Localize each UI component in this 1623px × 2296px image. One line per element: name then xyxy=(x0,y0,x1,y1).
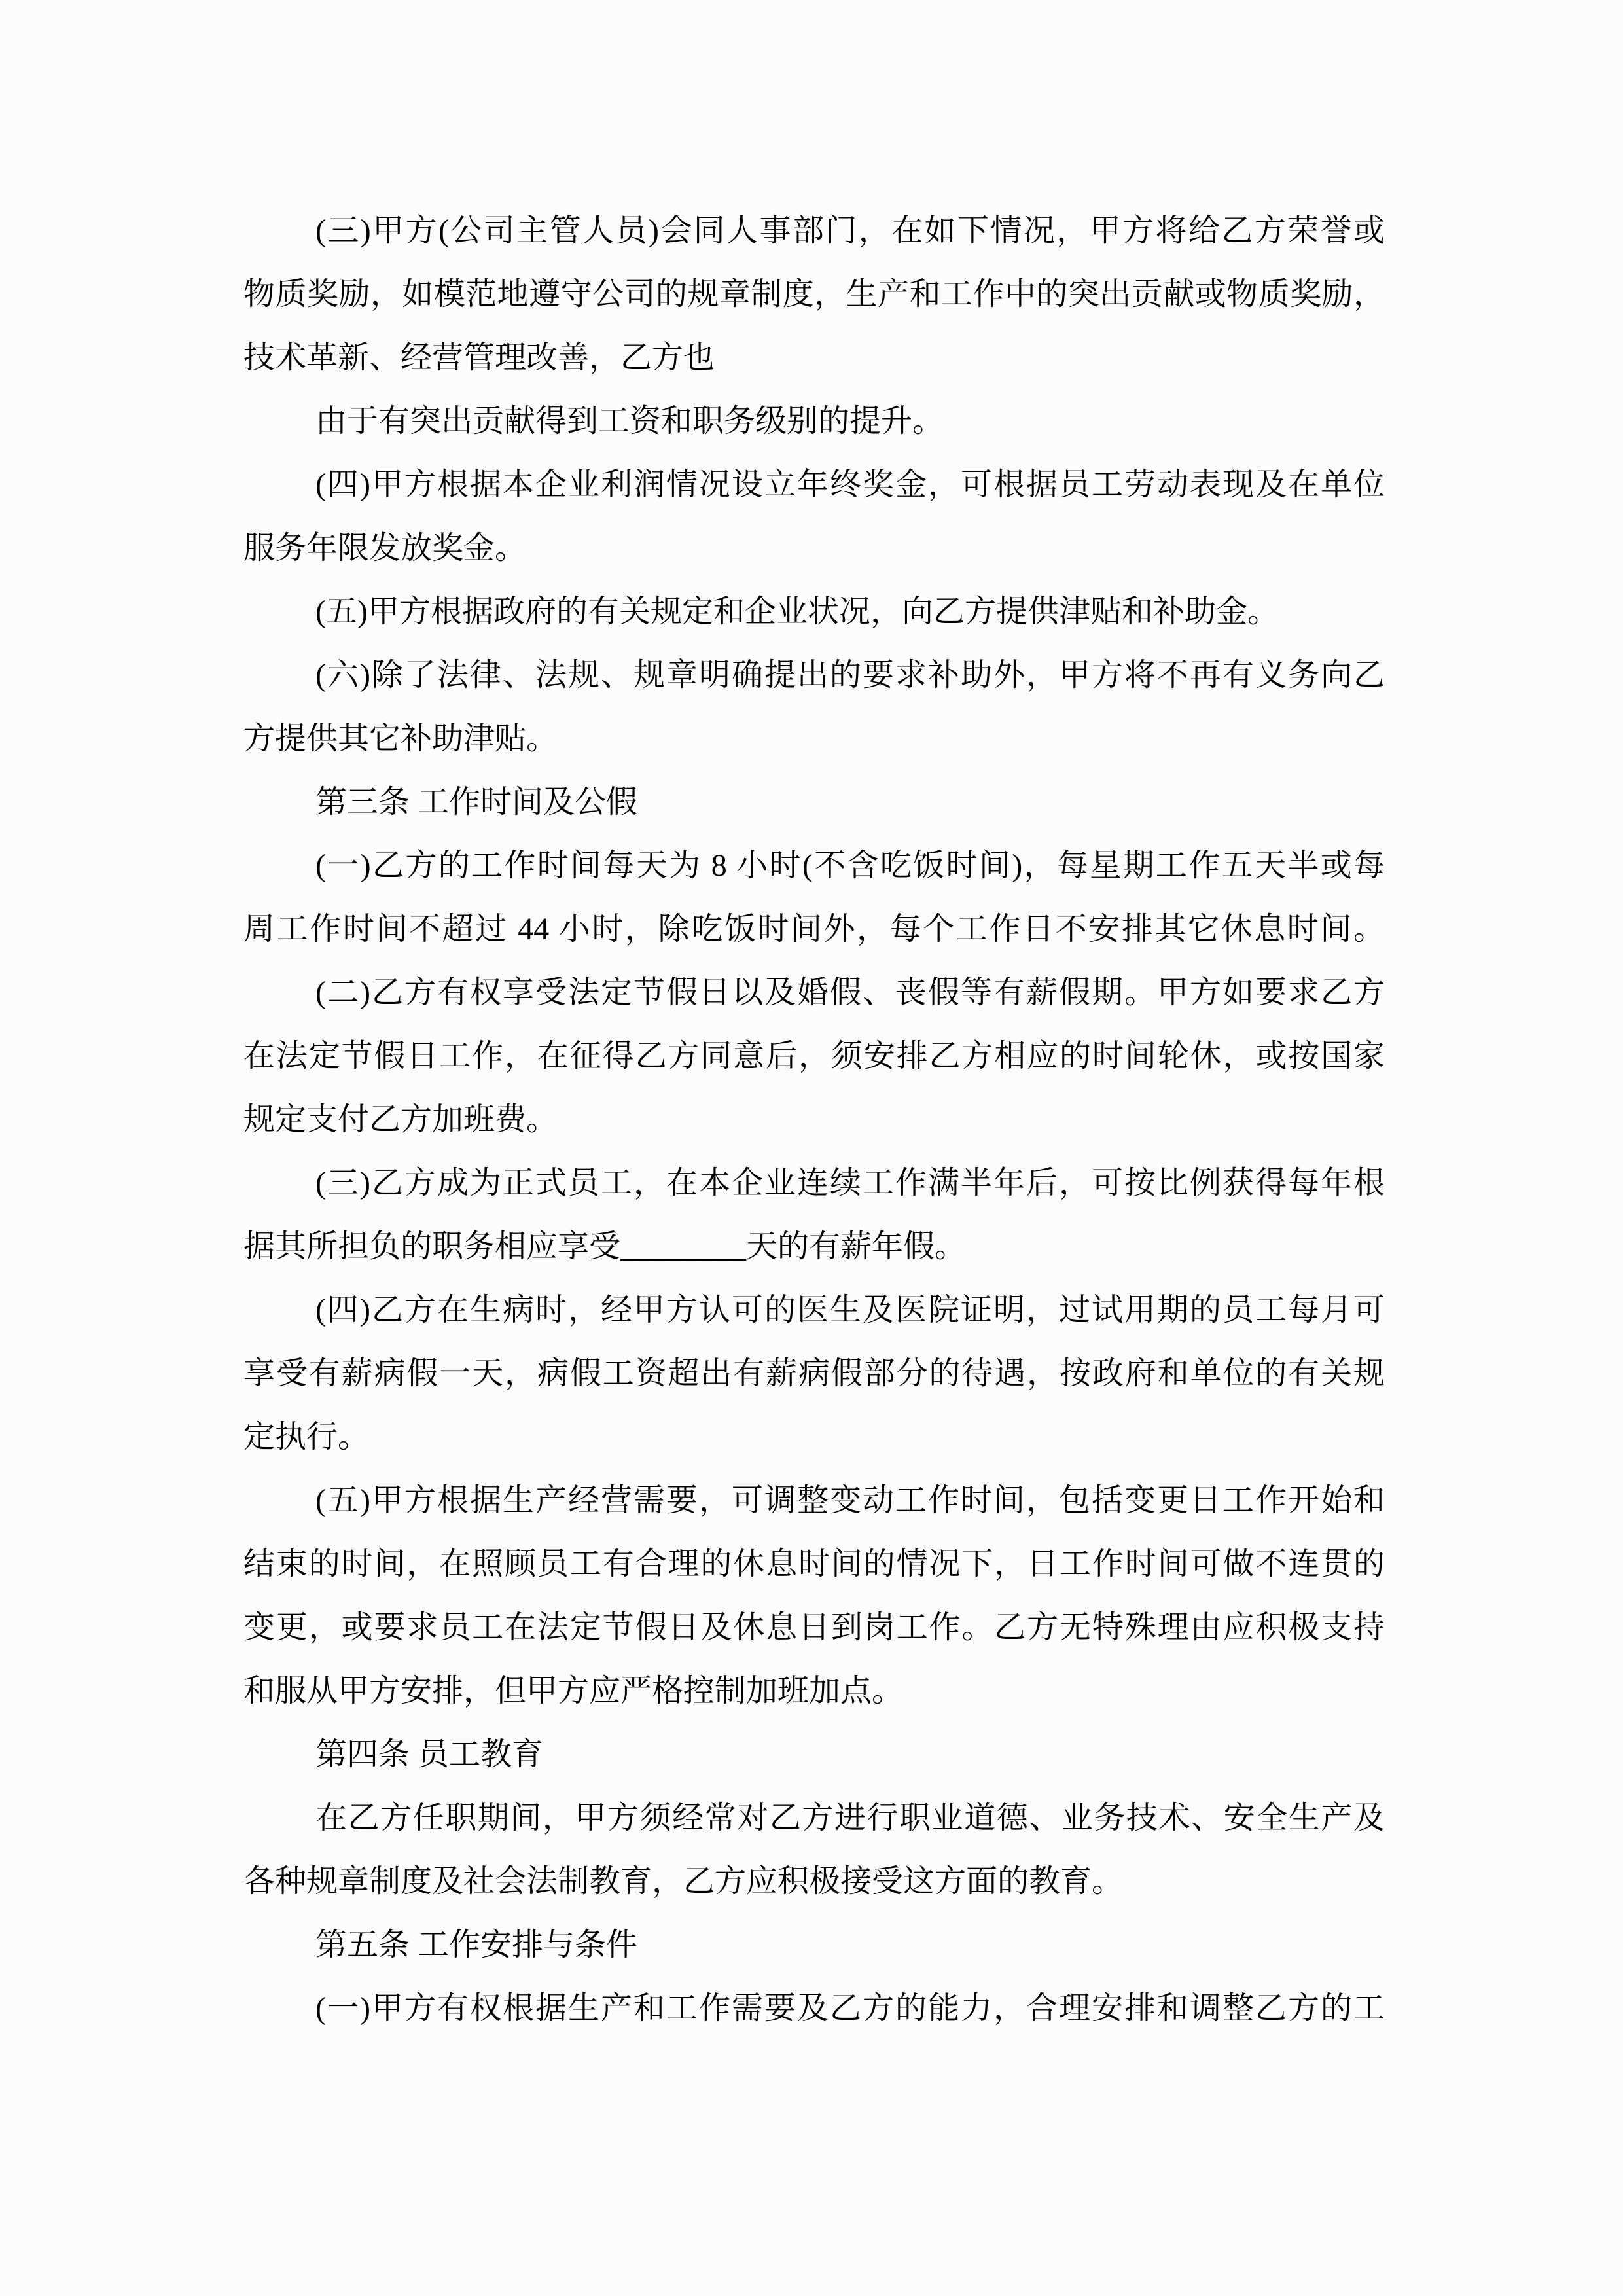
text-line: 物质奖励，如模范地遵守公司的规章制度，生产和工作中的突出贡献或物质奖励， xyxy=(243,277,1385,312)
text-line: 在法定节假日工作，在征得乙方同意后，须安排乙方相应的时间轮休，或按国家 xyxy=(243,1039,1385,1073)
text-line: 周工作时间不超过 44 小时，除吃饭时间外，每个工作日不安排其它休息时间。 xyxy=(243,912,1385,946)
text-line: 服务年限发放奖金。 xyxy=(243,531,527,565)
text-line: 在乙方任职期间，甲方须经常对乙方进行职业道德、业务技术、安全生产及 xyxy=(315,1801,1385,1835)
text-line: (二)乙方有权享受法定节假日以及婚假、丧假等有薪假期。甲方如要求乙方 xyxy=(315,975,1385,1010)
text-line: 结束的时间，在照顾员工有合理的休息时间的情况下，日工作时间可做不连贯的 xyxy=(243,1547,1385,1581)
text-line: (五)甲方根据生产经营需要，可调整变动工作时间，包括变更日工作开始和 xyxy=(315,1483,1385,1518)
text-line: 据其所担负的职务相应享受________天的有薪年假。 xyxy=(243,1229,967,1264)
section-heading-line: 第四条 员工教育 xyxy=(315,1737,544,1772)
section-heading-line: 第五条 工作安排与条件 xyxy=(315,1928,638,1962)
text-line: (三)乙方成为正式员工，在本企业连续工作满半年后，可按比例获得每年根 xyxy=(315,1166,1385,1200)
text-line: 方提供其它补助津贴。 xyxy=(243,721,558,756)
text-line: 由于有突出贡献得到工资和职务级别的提升。 xyxy=(315,404,944,439)
text-line: (一)乙方的工作时间每天为 8 小时(不含吃饭时间)，每星期工作五天半或每 xyxy=(315,848,1385,883)
section-heading-line: 第三条 工作时间及公假 xyxy=(315,785,638,819)
text-line: (六)除了法律、法规、规章明确提出的要求补助外，甲方将不再有义务向乙 xyxy=(315,658,1385,692)
text-line: (一)甲方有权根据生产和工作需要及乙方的能力，合理安排和调整乙方的工 xyxy=(315,1991,1385,2026)
text-line: 和服从甲方安排，但甲方应严格控制加班加点。 xyxy=(243,1674,904,1708)
text-line: 技术革新、经营管理改善，乙方也 xyxy=(243,340,715,375)
text-line: 变更，或要求员工在法定节假日及休息日到岗工作。乙方无特殊理由应积极支持 xyxy=(243,1610,1385,1645)
text-line: 定执行。 xyxy=(243,1420,370,1454)
text-line: 享受有薪病假一天，病假工资超出有薪病假部分的待遇，按政府和单位的有关规 xyxy=(243,1356,1385,1391)
text-block xyxy=(243,199,1385,2040)
text-line: (三)甲方(公司主管人员)会同人事部门，在如下情况，甲方将给乙方荣誉或 xyxy=(315,213,1385,248)
text-line: 规定支付乙方加班费。 xyxy=(243,1102,558,1137)
text-line: 各种规章制度及社会法制教育，乙方应积极接受这方面的教育。 xyxy=(243,1864,1124,1899)
text-line: (四)乙方在生病时，经甲方认可的医生及医院证明，过试用期的员工每月可 xyxy=(315,1293,1385,1327)
text-line: (四)甲方根据本企业利润情况设立年终奖金，可根据员工劳动表现及在单位 xyxy=(315,467,1385,502)
text-line: (五)甲方根据政府的有关规定和企业状况，向乙方提供津贴和补助金。 xyxy=(315,594,1279,629)
